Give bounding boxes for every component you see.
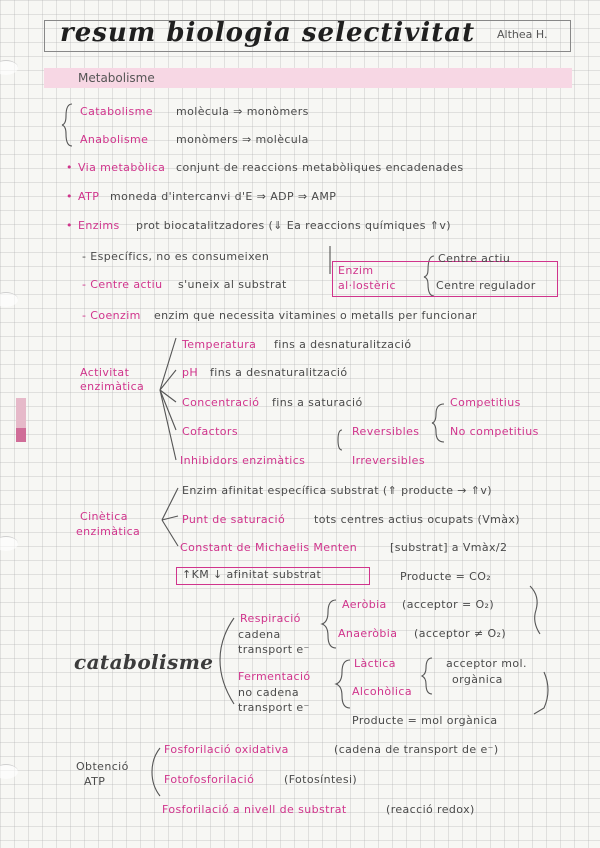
def-centre-actiu: s'uneix al substrat	[178, 278, 287, 291]
respiracio-cadena-2: transport e⁻	[238, 643, 310, 656]
obtencio-label-2: ATP	[84, 775, 106, 788]
enzim-allosteric-1: Enzim	[338, 264, 374, 277]
term-alcoholica: Alcohòlica	[352, 685, 412, 698]
def-temperatura: fins a desnaturalització	[274, 338, 412, 351]
def-fotofosforilacio: (Fotosíntesi)	[284, 773, 358, 786]
producte-co2: Producte = CO₂	[400, 570, 492, 583]
cinetica-label-2: enzimàtica	[76, 525, 141, 538]
term-aerobia: Aeròbia	[342, 598, 387, 611]
term-anaerobia: Anaeròbia	[338, 627, 398, 640]
def-constant-mm: [substrat] a Vmàx/2	[390, 541, 508, 554]
term-fotofosforilacio: Fotofosforilació	[164, 773, 255, 786]
term-fermentacio: Fermentació	[238, 670, 311, 683]
cinetica-label-1: Cinètica	[80, 510, 128, 523]
term-via-metabolica: Via metabòlica	[78, 161, 166, 174]
bullet: •	[66, 161, 73, 174]
def-aerobia: (acceptor = O₂)	[402, 598, 495, 611]
box-centre-actiu: Centre actiu	[438, 252, 511, 265]
term-coenzim: - Coenzim	[82, 309, 141, 322]
def-coenzim: enzim que necessita vitamines o metalls per funcionar	[154, 309, 477, 322]
enzim-allosteric-2: al·lostèric	[338, 279, 396, 292]
term-cofactors: Cofactors	[182, 425, 238, 438]
def-concentracio: fins a saturació	[272, 396, 363, 409]
enzims-especifics: - Específics, no es consumeixen	[82, 250, 270, 263]
term-fosf-substrat: Fosforilació a nivell de substrat	[162, 803, 347, 816]
term-inhibidors: Inhibidors enzimàtics	[180, 454, 306, 467]
producte-mol-organica: Producte = mol orgànica	[352, 714, 498, 727]
km-text: ↑KM ↓ afinitat substrat	[182, 568, 322, 581]
activitat-label-1: Activitat	[80, 366, 130, 379]
acceptor-mol-2: orgànica	[452, 673, 503, 686]
def-fosf-substrat: (reacció redox)	[386, 803, 475, 816]
term-respiracio: Respiració	[240, 612, 301, 625]
bullet: •	[66, 219, 73, 232]
def-anabolisme: monòmers ⇒ molècula	[176, 133, 309, 146]
def-anaerobia: (acceptor ≠ O₂)	[414, 627, 507, 640]
term-anabolisme: Anabolisme	[80, 133, 149, 146]
page-title: resum biologia selectivitat	[60, 18, 476, 48]
term-fosf-oxidativa: Fosforilació oxidativa	[164, 743, 289, 756]
term-enzims: Enzims	[78, 219, 120, 232]
fermentacio-cadena-1: no cadena	[238, 686, 300, 699]
bullet: •	[66, 190, 73, 203]
author-name: Althea H.	[497, 28, 548, 41]
term-catabolisme: Catabolisme	[80, 105, 153, 118]
def-fosf-oxidativa: (cadena de transport de e⁻)	[334, 743, 499, 756]
term-centre-actiu: - Centre actiu	[82, 278, 163, 291]
def-enzims: prot biocatalitzadores (⇓ Ea reaccions químiques ⇑v)	[136, 219, 451, 232]
def-punt-saturacio: tots centres actius ocupats (Vmàx)	[314, 513, 521, 526]
fermentacio-cadena-2: transport e⁻	[238, 701, 310, 714]
section-title: Metabolisme	[78, 71, 155, 85]
term-temperatura: Temperatura	[182, 338, 257, 351]
term-ph: pH	[182, 366, 199, 379]
term-lactica: Làctica	[354, 657, 396, 670]
def-atp: moneda d'intercanvi d'E ⇒ ADP ⇒ AMP	[110, 190, 337, 203]
def-via-metabolica: conjunt de reaccions metabòliques encadenades	[176, 161, 464, 174]
def-ph: fins a desnaturalització	[210, 366, 348, 379]
term-no-competitius: No competitius	[450, 425, 539, 438]
respiracio-cadena-1: cadena	[238, 628, 281, 641]
term-irreversibles: Irreversibles	[352, 454, 425, 467]
acceptor-mol-1: acceptor mol.	[446, 657, 527, 670]
term-constant-mm: Constant de Michaelis Menten	[180, 541, 358, 554]
def-catabolisme: molècula ⇒ monòmers	[176, 105, 309, 118]
term-concentracio: Concentració	[182, 396, 260, 409]
box-centre-regulador: Centre regulador	[436, 279, 536, 292]
def-enzim-afinitat: Enzim afinitat específica substrat (⇑ producte → ⇑v)	[182, 484, 493, 497]
term-reversibles: Reversibles	[352, 425, 420, 438]
activitat-label-2: enzimàtica	[80, 380, 145, 393]
term-competitius: Competitius	[450, 396, 521, 409]
obtencio-label-1: Obtenció	[76, 760, 129, 773]
term-punt-saturacio: Punt de saturació	[182, 513, 286, 526]
catabolisme-heading: catabolisme	[74, 650, 214, 674]
term-atp: ATP	[78, 190, 100, 203]
